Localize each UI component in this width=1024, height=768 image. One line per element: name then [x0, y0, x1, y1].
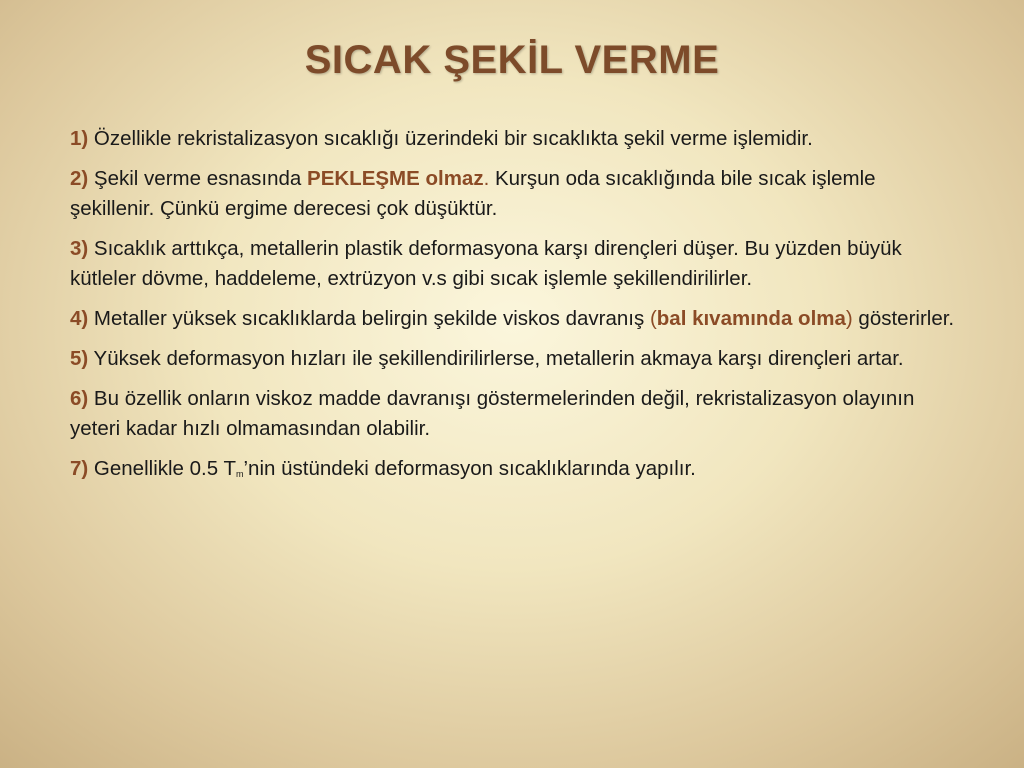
item-highlight: PEKLEŞME olmaz	[307, 167, 484, 190]
item-text: ’nin üstündeki deformasyon sıcaklıklarında yapılır.	[243, 457, 696, 480]
item-punctuation: .	[483, 167, 490, 190]
item-text: Şekil verme esnasında	[88, 167, 308, 190]
item-text: Kurşun oda sıcaklığında bile sıcak işlemle şekillenir. Çünkü ergime derecesi çok düşüktür.	[70, 167, 876, 220]
item-number: 2)	[70, 167, 89, 190]
item-punctuation: (	[649, 307, 657, 330]
list-item-6	[70, 384, 960, 444]
list-item-7	[70, 454, 960, 489]
item-punctuation: )	[845, 307, 853, 330]
item-text: Yüksek deformasyon hızları ile şekillendirilirlerse, metallerin akmaya karşı dirençleri artar.	[88, 347, 904, 370]
item-number: 3)	[70, 237, 89, 260]
item-text: gösterirler.	[852, 307, 955, 330]
list-item-3	[70, 234, 960, 294]
list-item-4	[70, 304, 960, 334]
slide-content	[70, 124, 960, 499]
item-text: Metaller yüksek sıcaklıklarda belirgin şekilde viskos davranış	[88, 307, 650, 330]
item-number: 4)	[70, 307, 89, 330]
slide-title: SICAK ŞEKİL VERME	[304, 38, 720, 82]
item-text: Özellikle rekristalizasyon sıcaklığı üzerindeki bir sıcaklıkta şekil verme işlemidir.	[88, 127, 813, 150]
item-number: 7)	[70, 457, 89, 480]
list-item-2	[70, 164, 960, 224]
list-item-5	[70, 344, 960, 374]
item-subscript: m	[236, 469, 244, 479]
item-text: Sıcaklık arttıkça, metallerin plastik deformasyona karşı dirençleri düşer. Bu yüzden büyük kütleler dövme, haddeleme, extrüzyon v.s gibi sıcak işlemle şekillendirilirler.	[70, 237, 902, 290]
item-text: Bu özellik onların viskoz madde davranışı göstermelerinden değil, rekristalizasyon olayının yeteri kadar hızlı olmamasından olabilir.	[70, 387, 915, 440]
item-number: 1)	[70, 127, 89, 150]
item-highlight: bal kıvamında olma	[656, 307, 846, 330]
item-text: Genellikle 0.5 T	[88, 457, 236, 480]
list-item-1	[70, 124, 960, 154]
item-number: 5)	[70, 347, 89, 370]
item-number: 6)	[70, 387, 89, 410]
